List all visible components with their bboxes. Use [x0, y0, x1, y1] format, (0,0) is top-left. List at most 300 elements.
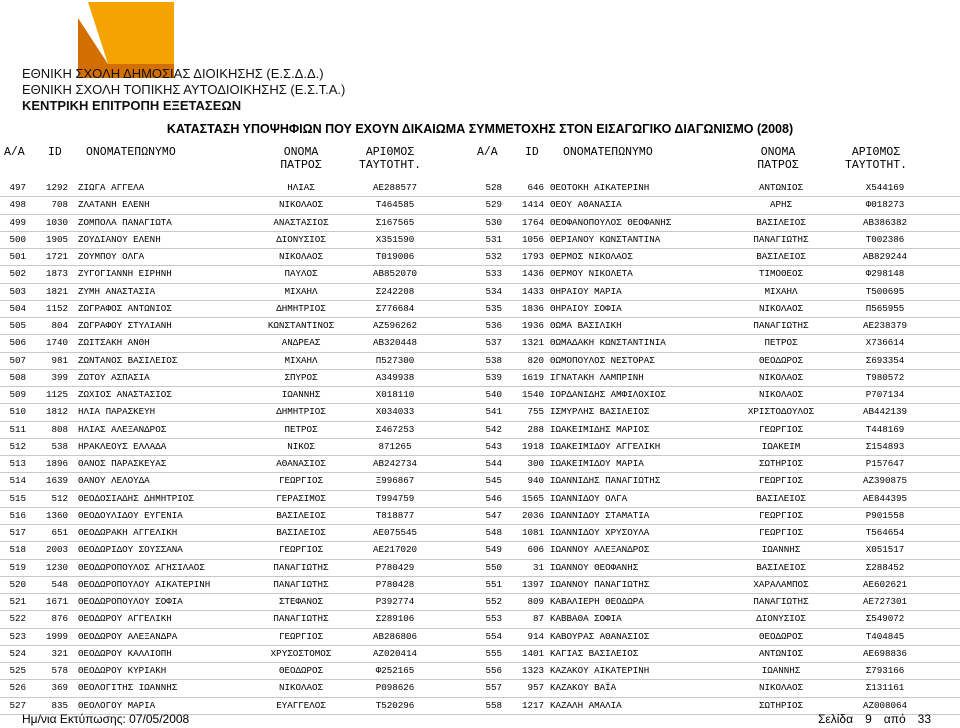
- table-row: [0, 577, 480, 594]
- candidate-id: 578: [51, 665, 68, 676]
- id-card-number: Ρ901558: [865, 509, 905, 521]
- candidate-name: ΖΟΜΠΟΛΑ ΠΑΝΑΓΙΩΤΑ: [78, 216, 172, 228]
- id-card-number: Σ793166: [865, 665, 905, 676]
- candidate-name: ΚΑΓΙΑΣ ΒΑΣΙΛΕΙΟΣ: [550, 647, 639, 659]
- table-row: [478, 491, 960, 508]
- candidate-name: ΗΡΑΚΛΕΟΥΣ ΕΛΛΑΔΑ: [78, 440, 167, 452]
- father-name: ΑΡΗΣ: [769, 199, 793, 211]
- table-row: [478, 525, 960, 542]
- row-number: 551: [485, 578, 502, 590]
- candidate-id: 1056: [521, 233, 544, 245]
- father-name: ΒΑΣΙΛΕΙΟΣ: [756, 492, 806, 504]
- row-number: 508: [9, 371, 26, 383]
- table-row: [478, 422, 960, 439]
- father-name: ΝΙΚΟΣ: [287, 440, 315, 452]
- row-number: 532: [485, 251, 502, 262]
- row-number: 531: [485, 233, 502, 245]
- table-row: [478, 611, 960, 628]
- candidate-name: ΘΩΜΑΔΑΚΗ ΚΩΝΣΤΑΝΤΙΝΙΑ: [550, 337, 666, 349]
- id-card-number: Ξ996867: [375, 475, 415, 487]
- candidate-id: 804: [51, 320, 68, 331]
- candidate-id: 538: [51, 440, 68, 452]
- table-row: [0, 439, 480, 456]
- candidate-id: 2036: [521, 509, 544, 521]
- row-number: 558: [485, 699, 502, 711]
- table-row: [478, 560, 960, 577]
- candidate-name: ΘΕΟΔΩΡΟΥ ΚΑΛΛΙΟΠΗ: [78, 647, 172, 659]
- row-number: 499: [9, 216, 26, 228]
- table-row: [478, 456, 960, 473]
- table-row: [0, 542, 480, 559]
- table-row: [0, 249, 480, 266]
- row-number: 535: [485, 302, 502, 314]
- candidate-id: 820: [527, 354, 544, 366]
- row-number: 533: [485, 268, 502, 280]
- father-name: ΧΑΡΑΛΑΜΠΟΣ: [753, 578, 809, 590]
- candidate-id: 1905: [45, 233, 68, 245]
- col-name: ΟΝΟΜΑΤΕΠΩΝΥΜΟ: [86, 146, 176, 159]
- table-row: [0, 353, 480, 370]
- father-name: ΔΙΟΝΥΣΙΟΣ: [756, 613, 806, 625]
- father-name: ΣΤΕΦΑΝΟΣ: [278, 596, 324, 607]
- id-card-number: Τ002386: [865, 233, 905, 245]
- father-name: ΔΗΜΗΤΡΙΟΣ: [276, 406, 326, 418]
- row-number: 527: [9, 699, 26, 711]
- table-row: [0, 491, 480, 508]
- row-number: 522: [9, 613, 26, 625]
- row-number: 544: [485, 458, 502, 469]
- row-number: 506: [9, 337, 26, 349]
- row-number: 513: [9, 458, 26, 469]
- candidate-name: ΖΙΩΓΑ ΑΓΓΕΛΑ: [78, 182, 145, 193]
- candidate-id: 1323: [521, 665, 544, 676]
- table-row: [0, 215, 480, 232]
- father-name: ΜΙΧΑΗΛ: [764, 285, 798, 297]
- candidate-id: 1619: [521, 371, 544, 383]
- candidate-id: 399: [51, 371, 68, 383]
- candidate-name: ΘΩΜΑ ΒΑΣΙΛΙΚΗ: [550, 320, 622, 331]
- candidate-id: 1230: [45, 561, 68, 573]
- candidate-name: ΙΩΑΝΝΟΥ ΑΛΕΞΑΝΔΡΟΣ: [550, 544, 650, 556]
- father-name: ΝΙΚΟΛΑΟΣ: [758, 371, 804, 383]
- print-date: Ημ/νια Εκτύπωσης: 07/05/2008: [22, 712, 190, 726]
- table-row: [478, 353, 960, 370]
- id-card-number: ΑΒ286806: [372, 630, 418, 642]
- candidate-name: ΘΑΝΟΥ ΛΕΛΟΥΔΑ: [78, 475, 150, 487]
- id-card-number: Χ034033: [375, 406, 415, 418]
- candidate-id: 1401: [521, 647, 544, 659]
- page-indicator: Σελίδα 9 από 33: [818, 712, 931, 726]
- father-name: ΠΑΝΑΓΙΩΤΗΣ: [273, 578, 329, 590]
- candidate-id: 1081: [521, 527, 544, 538]
- candidate-id: 1433: [521, 285, 544, 297]
- id-card-number: Φ252165: [375, 665, 415, 676]
- candidate-name: ΘΕΡΙΑΝΟΥ ΚΩΝΣΤΑΝΤΙΝΑ: [550, 233, 661, 245]
- id-card-number: Τ980572: [865, 371, 905, 383]
- id-card-number: Χ351590: [375, 233, 415, 245]
- father-name: ΠΑΥΛΟΣ: [284, 268, 318, 280]
- table-row: [478, 594, 960, 611]
- row-number: 521: [9, 596, 26, 607]
- father-name: ΠΑΝΑΓΙΩΤΗΣ: [753, 233, 809, 245]
- id-card-number: Π565955: [865, 302, 905, 314]
- id-card-number: ΑΕ727301: [862, 596, 908, 607]
- candidate-name: ΙΣΜΥΡΛΗΣ ΒΑΣΙΛΕΙΟΣ: [550, 406, 650, 418]
- row-number: 540: [485, 389, 502, 400]
- id-card-number: ΑΕ698836: [862, 647, 908, 659]
- id-card-number: Ρ707134: [865, 389, 905, 400]
- col-idcard: ΑΡΙΘΜΟΣ ΤΑΥΤΟΤΗΤ.: [358, 146, 422, 172]
- row-number: 511: [9, 423, 26, 435]
- candidate-name: ΘΑΝΟΣ ΠΑΡΑΣΚΕΥΑΣ: [78, 458, 167, 469]
- id-card-number: ΑΖ596262: [372, 320, 418, 331]
- father-name: ΙΩΑΝΝΗΣ: [761, 665, 801, 676]
- row-number: 525: [9, 665, 26, 676]
- table-row: [0, 404, 480, 421]
- candidate-name: ΚΑΒΑΛΙΕΡΗ ΘΕΟΔΩΡΑ: [550, 596, 644, 607]
- row-number: 553: [485, 613, 502, 625]
- candidate-name: ΘΕΟΔΩΡΙΔΟΥ ΣΟΥΣΣΑΝΑ: [78, 544, 183, 556]
- father-name: ΕΥΑΓΓΕΛΟΣ: [276, 699, 326, 711]
- candidate-name: ΖΥΜΗ ΑΝΑΣΤΑΣΙΑ: [78, 285, 156, 297]
- row-number: 543: [485, 440, 502, 452]
- table-row: [478, 473, 960, 490]
- row-number: 518: [9, 544, 26, 556]
- id-card-number: Τ464585: [375, 199, 415, 211]
- candidate-id: 321: [51, 647, 68, 659]
- candidate-id: 1999: [45, 630, 68, 642]
- row-number: 528: [485, 182, 502, 193]
- candidate-name: ΘΕΟΛΟΓΙΤΗΣ ΙΩΑΝΝΗΣ: [78, 682, 178, 694]
- candidate-name: ΙΩΑΚΕΙΜΙΔΟΥ ΜΑΡΙΑ: [550, 458, 644, 469]
- candidate-name: ΙΩΑΝΝΙΔΟΥ ΧΡΥΣΟΥΛΑ: [550, 527, 650, 538]
- father-name: ΒΑΣΙΛΕΙΟΣ: [756, 216, 806, 228]
- table-row: [478, 335, 960, 352]
- table-row: [0, 508, 480, 525]
- father-name: ΓΕΩΡΓΙΟΣ: [758, 423, 804, 435]
- table-row: [0, 335, 480, 352]
- row-number: 549: [485, 544, 502, 556]
- id-card-number: 871265: [378, 440, 412, 452]
- column-headers-right: [475, 146, 960, 174]
- candidate-id: 651: [51, 527, 68, 538]
- logo-line: ΔΙΟΙΚΗΣΗΣ &: [190, 32, 235, 40]
- row-number: 524: [9, 647, 26, 659]
- candidate-id: 1360: [45, 509, 68, 521]
- candidate-id: 808: [51, 423, 68, 435]
- candidate-name: ΘΕΟΔΩΡΟΠΟΥΛΟΥ ΣΟΦΙΑ: [78, 596, 183, 607]
- id-card-number: Ρ780428: [375, 578, 415, 590]
- candidates-table-left: [0, 180, 480, 715]
- candidate-id: 809: [527, 596, 544, 607]
- table-row: [478, 404, 960, 421]
- row-number: 498: [9, 199, 26, 211]
- logo-line: ΚΕΝΤΡΟ: [190, 16, 219, 24]
- id-card-number: ΑΕ844395: [862, 492, 908, 504]
- table-row: [478, 387, 960, 404]
- candidate-name: ΖΟΥΔΙΑΝΟΥ ΕΛΕΝΗ: [78, 233, 161, 245]
- father-name: ΓΕΩΡΓΙΟΣ: [278, 475, 324, 487]
- candidate-id: 512: [51, 492, 68, 504]
- candidate-id: 2003: [45, 544, 68, 556]
- id-card-number: Σ693354: [865, 354, 905, 366]
- candidate-name: ΘΕΟΔΟΥΛΙΔΟΥ ΕΥΓΕΝΙΑ: [78, 509, 183, 521]
- row-number: 519: [9, 561, 26, 573]
- candidate-id: 1936: [521, 320, 544, 331]
- table-row: [478, 439, 960, 456]
- id-card-number: Χ018110: [375, 389, 415, 400]
- candidate-id: 548: [51, 578, 68, 590]
- candidate-id: 1873: [45, 268, 68, 280]
- row-number: 516: [9, 509, 26, 521]
- table-row: [0, 266, 480, 283]
- id-card-number: Σ549072: [865, 613, 905, 625]
- father-name: ΓΕΩΡΓΙΟΣ: [278, 630, 324, 642]
- father-name: ΓΕΩΡΓΙΟΣ: [758, 475, 804, 487]
- row-number: 507: [9, 354, 26, 366]
- father-name: ΜΙΧΑΗΛ: [284, 354, 318, 366]
- candidate-name: ΖΛΑΤΑΝΗ ΕΛΕΝΗ: [78, 199, 150, 211]
- table-row: [0, 301, 480, 318]
- father-name: ΗΛΙΑΣ: [287, 182, 315, 193]
- candidates-table-right: [478, 180, 960, 715]
- row-number: 503: [9, 285, 26, 297]
- row-number: 545: [485, 475, 502, 487]
- table-row: [0, 180, 480, 197]
- father-name: ΙΩΑΝΝΗΣ: [281, 389, 321, 400]
- row-number: 530: [485, 216, 502, 228]
- father-name: ΓΕΩΡΓΙΟΣ: [758, 527, 804, 538]
- col-idcard: ΑΡΙΘΜΟΣ ΤΑΥΤΟΤΗΤ.: [844, 146, 908, 172]
- page-title: ΚΑΤΑΣΤΑΣΗ ΥΠΟΨΗΦΙΩΝ ΠΟΥ ΕΧΟΥΝ ΔΙΚΑΙΩΜΑ ΣΥΜΜΕΤΟΧΗΣ ΣΤΟΝ ΕΙΣΑΓΩΓΙΚΟ ΔΙΑΓΩΝΙΣΜΟ (2008): [166, 122, 794, 136]
- candidate-id: 755: [527, 406, 544, 418]
- father-name: ΓΕΩΡΓΙΟΣ: [278, 544, 324, 556]
- row-number: 534: [485, 285, 502, 297]
- table-row: [478, 301, 960, 318]
- row-number: 554: [485, 630, 502, 642]
- candidate-id: 914: [527, 630, 544, 642]
- id-card-number: Α349938: [375, 371, 415, 383]
- father-name: ΑΝΤΩΝΙΟΣ: [758, 647, 804, 659]
- table-row: [478, 577, 960, 594]
- id-card-number: Τ564654: [865, 527, 905, 538]
- id-card-number: ΑΕ602621: [862, 578, 908, 590]
- father-name: ΓΕΩΡΓΙΟΣ: [758, 509, 804, 521]
- candidate-id: 288: [527, 423, 544, 435]
- candidate-name: ΘΕΟΔΩΡΟΠΟΥΛΟΣ ΑΓΗΣΙΛΑΟΣ: [78, 561, 205, 573]
- id-card-number: Τ019006: [375, 251, 415, 262]
- row-number: 542: [485, 423, 502, 435]
- father-name: ΝΙΚΟΛΑΟΣ: [278, 199, 324, 211]
- candidate-name: ΖΩΧΙΟΣ ΑΝΑΣΤΑΣΙΟΣ: [78, 389, 172, 400]
- table-row: [0, 646, 480, 663]
- id-card-number: Φ298148: [865, 268, 905, 280]
- candidate-id: 1836: [521, 302, 544, 314]
- candidate-id: 1125: [45, 389, 68, 400]
- id-card-number: Τ818877: [375, 509, 415, 521]
- candidate-name: ΗΛΙΑΣ ΑΛΕΞΑΝΔΡΟΣ: [78, 423, 167, 435]
- candidate-id: 1764: [521, 216, 544, 228]
- candidate-name: ΘΗΡΑΙΟΥ ΜΑΡΙΑ: [550, 285, 622, 297]
- id-card-number: Σ131161: [865, 682, 905, 694]
- father-name: ΝΙΚΟΛΑΟΣ: [278, 682, 324, 694]
- table-row: [478, 197, 960, 214]
- candidate-name: ΘΗΡΑΙΟΥ ΣΟΦΙΑ: [550, 302, 622, 314]
- father-name: ΝΙΚΟΛΑΟΣ: [758, 389, 804, 400]
- table-row: [0, 629, 480, 646]
- father-name: ΓΕΡΑΣΙΜΟΣ: [276, 492, 326, 504]
- father-name: ΠΑΝΑΓΙΩΤΗΣ: [753, 596, 809, 607]
- candidate-name: ΙΩΑΝΝΙΔΟΥ ΣΤΑΜΑΤΙΑ: [550, 509, 650, 521]
- id-card-number: ΑΕ075545: [372, 527, 418, 538]
- row-number: 538: [485, 354, 502, 366]
- table-row: [0, 232, 480, 249]
- candidate-id: 31: [532, 561, 544, 573]
- candidate-name: ΚΑΒΒΑΘΑ ΣΟΦΙΑ: [550, 613, 622, 625]
- father-name: ΔΙΟΝΥΣΙΟΣ: [276, 233, 326, 245]
- table-row: [0, 525, 480, 542]
- logo-line: ΕΘΝΙΚΟ: [190, 8, 218, 15]
- row-number: 557: [485, 682, 502, 694]
- candidate-id: 1671: [45, 596, 68, 607]
- candidate-name: ΗΛΙΑ ΠΑΡΑΣΚΕΥΗ: [78, 406, 156, 418]
- father-name: ΣΩΤΗΡΙΟΣ: [758, 699, 804, 711]
- table-row: [478, 370, 960, 387]
- id-card-number: ΑΒ320448: [372, 337, 418, 349]
- table-row: [0, 422, 480, 439]
- candidate-id: 300: [527, 458, 544, 469]
- candidate-name: ΙΟΡΔΑΝΙΔΗΣ ΑΜΦΙΛΟΧΙΟΣ: [550, 389, 666, 400]
- row-number: 510: [9, 406, 26, 418]
- row-number: 529: [485, 199, 502, 211]
- table-row: [478, 663, 960, 680]
- candidate-id: 1740: [45, 337, 68, 349]
- candidate-name: ΘΕΟΔΩΡΟΠΟΥΛΟΥ ΑΙΚΑΤΕΡΙΝΗ: [78, 578, 211, 590]
- table-row: [0, 387, 480, 404]
- table-row: [0, 680, 480, 697]
- candidate-id: 1721: [45, 251, 68, 262]
- table-row: [0, 560, 480, 577]
- table-row: [478, 318, 960, 335]
- col-aa: Α/Α: [4, 146, 25, 159]
- table-row: [478, 508, 960, 525]
- table-row: [0, 284, 480, 301]
- row-number: 556: [485, 665, 502, 676]
- candidate-name: ΙΓΝΑΤΑΚΗ ΛΑΜΠΡΙΝΗ: [550, 371, 644, 383]
- id-card-number: Σ467253: [375, 423, 415, 435]
- table-row: [0, 473, 480, 490]
- row-number: 526: [9, 682, 26, 694]
- col-father: ΟΝΟΜΑ ΠΑΤΡΟΣ: [757, 146, 799, 172]
- id-card-number: Τ500695: [865, 285, 905, 297]
- father-name: ΙΩΑΝΝΗΣ: [761, 544, 801, 556]
- table-row: [0, 456, 480, 473]
- row-number: 541: [485, 406, 502, 418]
- id-card-number: ΑΕ217020: [372, 544, 418, 556]
- row-number: 500: [9, 233, 26, 245]
- candidate-name: ΘΕΟΔΩΡΟΥ ΑΛΕΞΑΝΔΡΑ: [78, 630, 178, 642]
- candidate-name: ΖΩΓΡΑΦΟΣ ΑΝΤΩΝΙΟΣ: [78, 302, 172, 314]
- row-number: 509: [9, 389, 26, 400]
- candidate-id: 1896: [45, 458, 68, 469]
- candidate-id: 1321: [521, 337, 544, 349]
- col-aa: Α/Α: [477, 146, 498, 159]
- father-name: ΑΘΑΝΑΣΙΟΣ: [276, 458, 326, 469]
- id-card-number: Ρ780429: [375, 561, 415, 573]
- logo-line: ΑΥΤΟΔΙΟΙΚΗΣΗΣ: [190, 41, 246, 49]
- candidate-id: 1217: [521, 699, 544, 711]
- id-card-number: Τ520296: [375, 699, 415, 711]
- candidate-id: 940: [527, 475, 544, 487]
- id-card-number: ΑΖ020414: [372, 647, 418, 659]
- id-card-number: Σ154893: [865, 440, 905, 452]
- table-row: [0, 197, 480, 214]
- father-name: ΘΕΟΔΩΡΟΣ: [758, 630, 804, 642]
- table-row: [478, 266, 960, 283]
- candidate-name: ΚΑΒΟΥΡΑΣ ΑΘΑΝΑΣΙΟΣ: [550, 630, 650, 642]
- id-card-number: ΑΖ008064: [862, 699, 908, 711]
- candidate-name: ΘΕΟΔΩΡΑΚΗ ΑΓΓΕΛΙΚΗ: [78, 527, 178, 538]
- table-row: [0, 318, 480, 335]
- candidate-id: 646: [527, 182, 544, 193]
- id-card-number: ΑΕ288577: [372, 182, 418, 193]
- candidate-name: ΘΕΟΥ ΑΘΑΝΑΣΙΑ: [550, 199, 622, 211]
- table-row: [478, 284, 960, 301]
- candidate-id: 835: [51, 699, 68, 711]
- row-number: 552: [485, 596, 502, 607]
- id-card-number: ΑΕ238379: [862, 320, 908, 331]
- header-school-local-gov: ΕΘΝΙΚΗ ΣΧΟΛΗ ΤΟΠΙΚΗΣ ΑΥΤΟΔΙΟΙΚΗΣΗΣ (Ε.Σ.Τ.Α.): [22, 82, 346, 97]
- candidate-id: 1812: [45, 406, 68, 418]
- candidate-name: ΙΩΑΝΝΟΥ ΘΕΟΦΑΝΗΣ: [550, 561, 639, 573]
- header-committee: ΚΕΝΤΡΙΚΗ ΕΠΙΤΡΟΠΗ ΕΞΕΤΑΣΕΩΝ: [22, 98, 242, 113]
- col-id: ID: [525, 146, 539, 159]
- col-name: ΟΝΟΜΑΤΕΠΩΝΥΜΟ: [563, 146, 653, 159]
- id-card-number: Ρ098626: [375, 682, 415, 694]
- candidate-name: ΘΕΟΤΟΚΗ ΑΙΚΑΤΕΡΙΝΗ: [550, 182, 650, 193]
- candidate-name: ΖΩΤΟΥ ΑΣΠΑΣΙΑ: [78, 371, 150, 383]
- id-card-number: ΑΒ852070: [372, 268, 418, 280]
- father-name: ΠΑΝΑΓΙΩΤΗΣ: [273, 561, 329, 573]
- candidate-name: ΖΥΓΟΓΙΑΝΝΗ ΕΙΡΗΝΗ: [78, 268, 172, 280]
- candidate-id: 876: [51, 613, 68, 625]
- row-number: 537: [485, 337, 502, 349]
- father-name: ΑΝΤΩΝΙΟΣ: [758, 182, 804, 193]
- table-row: [478, 680, 960, 697]
- table-row: [478, 215, 960, 232]
- father-name: ΧΡΥΣΟΣΤΟΜΟΣ: [270, 647, 332, 659]
- id-card-number: Π527300: [375, 354, 415, 366]
- id-card-number: Φ018273: [865, 199, 905, 211]
- father-name: ΝΙΚΟΛΑΟΣ: [278, 251, 324, 262]
- row-number: 505: [9, 320, 26, 331]
- table-row: [478, 249, 960, 266]
- candidate-name: ΚΑΖΑΚΟΥ ΑΙΚΑΤΕΡΙΝΗ: [550, 665, 650, 676]
- candidate-id: 1436: [521, 268, 544, 280]
- candidate-name: ΖΟΥΜΠΟΥ ΟΛΓΑ: [78, 251, 145, 262]
- row-number: 501: [9, 251, 26, 262]
- candidate-name: ΘΕΟΛΟΓΟΥ ΜΑΡΙΑ: [78, 699, 156, 711]
- father-name: ΣΩΤΗΡΙΟΣ: [758, 458, 804, 469]
- candidate-id: 87: [532, 613, 544, 625]
- row-number: 520: [9, 578, 26, 590]
- row-number: 523: [9, 630, 26, 642]
- candidate-id: 1030: [45, 216, 68, 228]
- father-name: ΤΙΜΟΘΕΟΣ: [758, 268, 804, 280]
- father-name: ΠΕΤΡΟΣ: [284, 423, 318, 435]
- row-number: 512: [9, 440, 26, 452]
- father-name: ΙΩΑΚΕΙΜ: [761, 440, 801, 452]
